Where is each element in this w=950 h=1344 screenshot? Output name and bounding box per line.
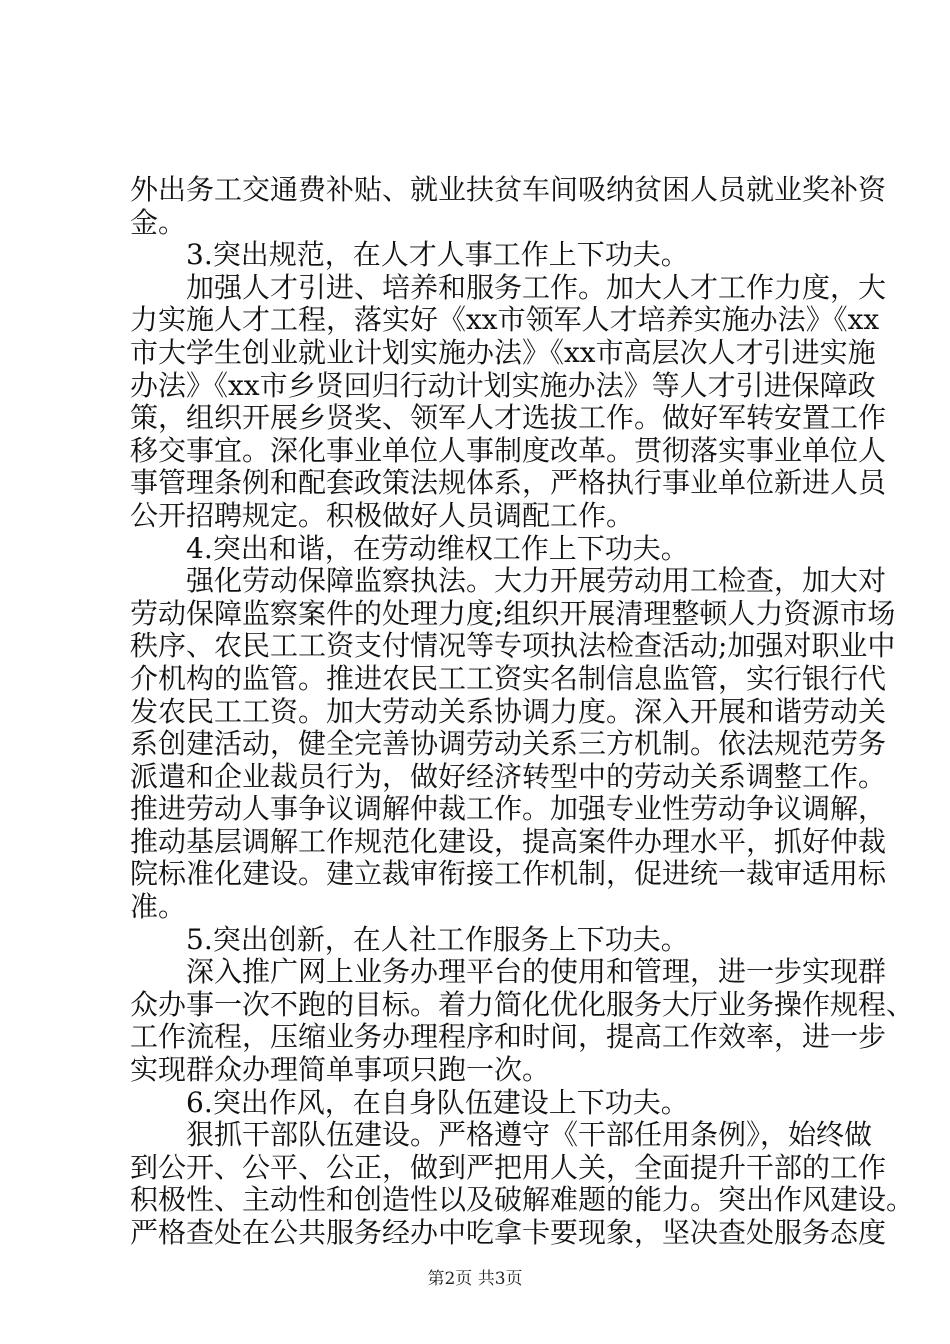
text-line: 5.突出创新，在人社工作服务上下功夫。 (130, 922, 689, 956)
text-line: 移交事宜。深化事业单位人事制度改革。贯彻落实事业单位人 (130, 433, 887, 467)
text-line: 外出务工交通费补贴、就业扶贫车间吸纳贫困人员就业奖补资 (130, 173, 887, 206)
document-body (130, 173, 915, 1250)
text-line: 众办事一次不跑的目标。着力简化优化服务大厅业务操作规程、 (130, 987, 915, 1021)
text-line: 市大学生创业就业计划实施办法》《xx市高层次人才引进实施 (130, 335, 876, 369)
text-line: 强化劳动保障监察执法。大力开展劳动用工检查，加大对 (130, 564, 887, 598)
text-line: 办法》《xx市乡贤回归行动计划实施办法》等人才引进保障政 (130, 368, 876, 402)
text-line: 金。 (130, 205, 187, 239)
text-line: 狠抓干部队伍建设。严格遵守《干部任用条例》，始终做 (130, 1118, 873, 1152)
text-line: 6.突出作风，在自身队伍建设上下功夫。 (130, 1085, 689, 1119)
text-line: 积极性、主动性和创造性以及破解难题的能力。突出作风建设。 (130, 1183, 915, 1217)
text-line: 实现群众办理简单事项只跑一次。 (130, 1053, 551, 1087)
text-line: 准。 (130, 890, 187, 924)
text-line: 深入推广网上业务办理平台的使用和管理，进一步实现群 (130, 955, 887, 989)
text-line: 4.突出和谐，在劳动维权工作上下功夫。 (130, 531, 689, 565)
text-line: 到公开、公平、公正，做到严把用人关，全面提升干部的工作 (130, 1150, 887, 1184)
text-line: 派遣和企业裁员行为，做好经济转型中的劳动关系调整工作。 (130, 759, 887, 793)
text-line: 3.突出规范，在人才人事工作上下功夫。 (130, 238, 689, 272)
text-line: 公开招聘规定。积极做好人员调配工作。 (130, 498, 635, 532)
text-line: 发农民工工资。加大劳动关系协调力度。深入开展和谐劳动关 (130, 694, 887, 728)
text-line: 推进劳动人事争议调解仲裁工作。加强专业性劳动争议调解， (130, 792, 887, 826)
text-line: 秩序、农民工工资支付情况等专项执法检查活动;加强对职业中 (130, 629, 896, 663)
text-line: 力实施人才工程，落实好《xx市领军人才培养实施办法》《xx (130, 303, 880, 337)
page-footer: 第2页 共3页 (427, 1269, 523, 1289)
text-line: 介机构的监管。推进农民工工资实名制信息监管，实行银行代 (130, 661, 887, 695)
text-line: 工作流程，压缩业务办理程序和时间，提高工作效率，进一步 (130, 1020, 887, 1054)
text-line: 策，组织开展乡贤奖、领军人才选拔工作。做好军转安置工作 (130, 401, 887, 435)
text-line: 院标准化建设。建立裁审衔接工作机制，促进统一裁审适用标 (130, 857, 887, 891)
text-line: 事管理条例和配套政策法规体系，严格执行事业单位新进人员 (130, 466, 887, 500)
text-line: 严格查处在公共服务经办中吃拿卡要现象，坚决查处服务态度 (130, 1216, 887, 1249)
text-line: 推动基层调解工作规范化建设，提高案件办理水平，抓好仲裁 (130, 824, 887, 858)
text-line: 加强人才引进、培养和服务工作。加大人才工作力度，大 (130, 270, 887, 304)
text-line: 系创建活动，健全完善协调劳动关系三方机制。依法规范劳务 (130, 727, 887, 761)
text-line: 劳动保障监察案件的处理力度;组织开展清理整顿人力资源市场 (130, 596, 896, 630)
